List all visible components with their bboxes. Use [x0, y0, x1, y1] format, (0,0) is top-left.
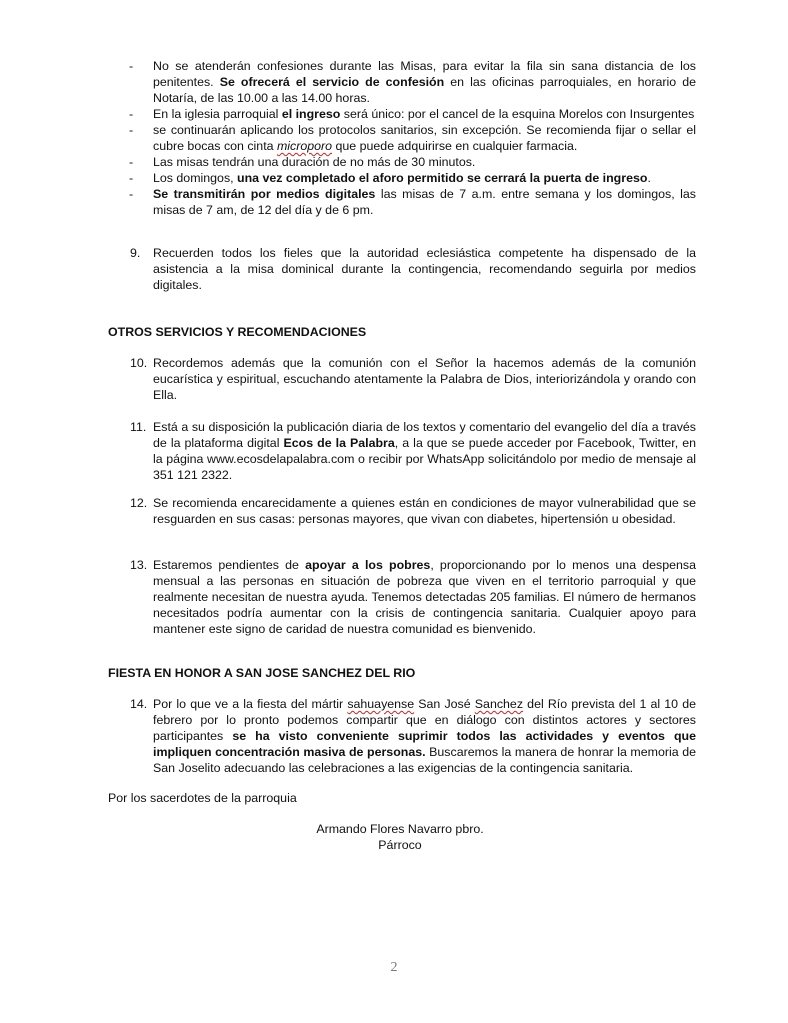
spellcheck-word: sahuayense	[347, 697, 415, 711]
numbered-item-11: 11. Está a su disposición la publicación diaria de los textos y comentario del evangelio del día a través de la plataforma digital Ecos de la Palabra, a la que se puede acceder por Facebook, Twitter, en la página www.ecosdelapalabra.com o recibir por WhatsApp solicitándolo por medio de mensaje al 351 121 2322.	[130, 420, 696, 482]
bullet-item-protocolos: - se continuarán aplicando los protocolos sanitarios, sin excepción. Se recomienda fijar o sellar el cubre bocas con cinta microporo que puede adquirirse en cualquier farmacia.	[129, 123, 696, 153]
bullet-item-confesiones: - No se atenderán confesiones durante las Misas, para evitar la fila sin sana distancia de los penitentes. Se ofrecerá el servicio de confesión en las oficinas parroquiales, en horario de Notaría, de las 10.00 a las 14.00 horas.	[129, 59, 696, 105]
section-heading-otros-servicios: OTROS SERVICIOS Y RECOMENDACIONES	[108, 325, 367, 339]
dash-marker: -	[129, 59, 134, 73]
item-number: 14.	[130, 697, 148, 711]
section-heading-fiesta: FIESTA EN HONOR A SAN JOSE SANCHEZ DEL RIO	[108, 666, 416, 680]
bullet-item-transmision: - Se transmitirán por medios digitales las misas de 7 a.m. entre semana y los domingos, las misas de 7 am, de 12 del día y de 6 pm.	[129, 187, 697, 217]
numbered-item-12: 12. Se recomienda encarecidamente a quienes están en condiciones de mayor vulnerabilidad que se resguarden en sus casas: personas mayores, que vivan con diabetes, hipertensión u obesidad.	[130, 496, 696, 526]
item-number: 11.	[130, 420, 147, 434]
item-number: 12.	[130, 496, 148, 510]
bullet-item-ingreso: - En la iglesia parroquial el ingreso será único: por el cancel de la esquina Morelos con Insurgentes	[129, 107, 695, 121]
numbered-item-13: 13. Estaremos pendientes de apoyar a los pobres, proporcionando por lo menos una despensa mensual a las personas en situación de pobreza que viven en el territorio parroquial y que realmente necesitan de nuestra ayuda. Tenemos detectadas 205 familias. El número de hermanos necesitados podría aumentar con la crisis de contingencia sanitaria. Cualquier apoyo para mantener este signo de caridad de nuestra comunidad es bienvenido.	[130, 558, 696, 636]
numbered-item-9: 9. Recuerden todos los fieles que la autoridad eclesiástica competente ha dispensado de la asistencia a la misa dominical durante la contingencia, recomendando seguirla por medios digitales.	[130, 246, 696, 292]
spellcheck-word: Sanchez	[474, 697, 524, 711]
bullet-item-domingos: - Los domingos, una vez completado el aforo permitido se cerrará la puerta de ingreso.	[129, 171, 651, 185]
numbered-item-14: 14. Por lo que ve a la fiesta del mártir sahuayense San José Sanchez del Río prevista del 1 al 10 de febrero por lo pronto podemos compartir que en diálogo con distintos actores y sectores participantes se ha visto conveniente suprimir todos las actividades y eventos que impliquen concentración masiva de personas. Buscaremos la manera de honrar la memoria de San Joselito adecuando las celebraciones a las exigencias de la contingencia sanitaria.	[130, 697, 697, 775]
dash-marker: -	[129, 123, 134, 137]
signature-name: Armando Flores Navarro pbro.	[316, 822, 484, 836]
page-number: 2	[390, 960, 398, 975]
item-number: 13.	[130, 558, 148, 572]
numbered-item-10: 10. Recordemos además que la comunión con el Señor la hacemos además de la comunión eucarística y espiritual, escuchando atentamente la Palabra de Dios, interiorizándola y orando con Ella.	[130, 356, 696, 402]
dash-marker: -	[129, 107, 134, 121]
spellcheck-word: microporo	[276, 139, 333, 153]
item-number: 9.	[130, 246, 141, 260]
closing-line: Por los sacerdotes de la parroquia	[108, 791, 297, 805]
item-number: 10.	[130, 356, 148, 370]
signature-title: Párroco	[378, 838, 422, 852]
bullet-item-duracion: - Las misas tendrán una duración de no más de 30 minutos.	[129, 155, 476, 169]
dash-marker: -	[129, 187, 134, 201]
dash-marker: -	[129, 171, 134, 185]
bullet-list	[108, 58, 696, 218]
dash-marker: -	[129, 155, 134, 169]
